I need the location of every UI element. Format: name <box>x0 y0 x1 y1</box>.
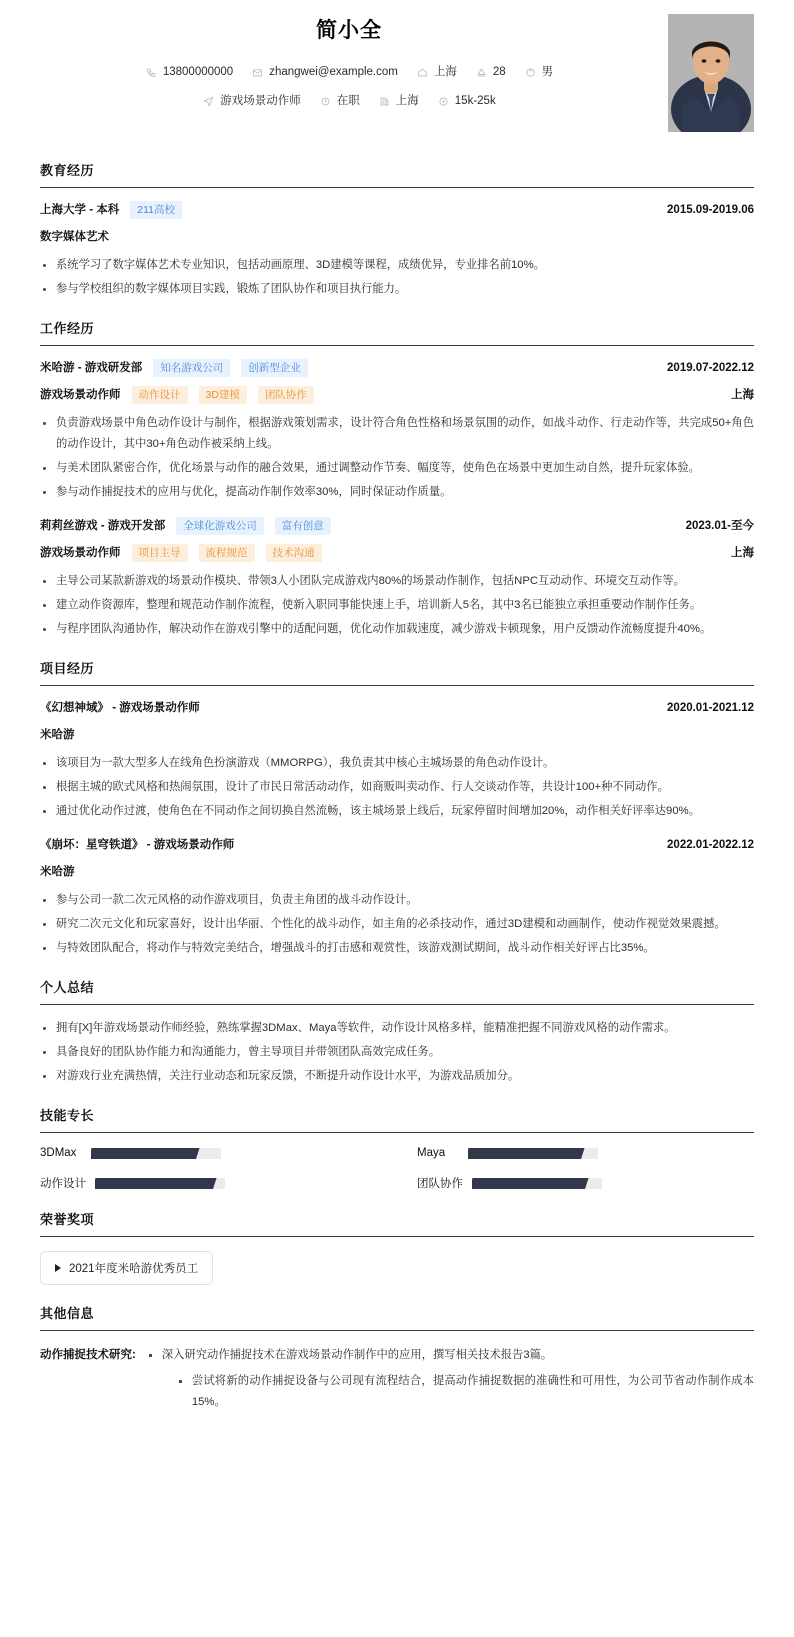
entry-header-left <box>40 699 200 717</box>
bullet-item: 与美术团队紧密合作，优化场景与动作的融合效果，通过调整动作节奏、幅度等，使角色在场景中更加生动自然，提升玩家体验。 <box>40 458 754 479</box>
honor-list <box>40 1237 754 1285</box>
section-work <box>0 320 794 640</box>
project-entries <box>40 686 754 959</box>
contact-item-text: 上海 <box>395 95 419 107</box>
contact-item <box>202 91 301 111</box>
entry-header-row <box>40 517 754 535</box>
bullet-item: 具备良好的团队协作能力和沟通能力，曾主导项目并带领团队高效完成任务。 <box>40 1042 754 1063</box>
resume-header <box>0 0 794 142</box>
education-entries <box>40 188 754 300</box>
work-entry <box>40 517 754 640</box>
tag-badge: 创新型企业 <box>241 359 308 377</box>
skills-grid <box>40 1133 754 1191</box>
entry-header-left <box>40 517 331 535</box>
contact-item <box>475 62 506 82</box>
skill-progress-fill <box>91 1148 199 1159</box>
work-entries <box>40 346 754 640</box>
company-name: 米哈游 - 游戏研发部 <box>40 362 143 374</box>
other-bullet-item: 深入研究动作捕捉技术在游戏场景动作制作中的应用，撰写相关技术报告3篇。 <box>146 1345 754 1366</box>
bullet-item: 建立动作资源库，整理和规范动作制作流程，使新入职同事能快速上手，培训新人5名，其中3名已能独立承担重要动作制作任务。 <box>40 595 754 616</box>
honor-card[interactable] <box>40 1251 213 1285</box>
contact-item <box>145 62 233 82</box>
project-name: 《幻想神域》 - 游戏场景动作师 <box>40 702 200 714</box>
age-icon <box>475 66 488 79</box>
tag-badge: 技术沟通 <box>266 544 322 562</box>
contact-item-text: 在职 <box>336 95 360 107</box>
header-main <box>40 14 658 120</box>
work-location: 上海 <box>731 547 754 559</box>
skill-progress-track <box>95 1178 225 1189</box>
bullet-item: 负责游戏场景中角色动作设计与制作，根据游戏策划需求，设计符合角色性格和场景氛围的动作，如战斗动作、行走动作等，共完成50+角色的动作设计，其中30+角色动作被采纳上线。 <box>40 413 754 455</box>
bullet-list <box>40 753 754 822</box>
work-date: 2019.07-2022.12 <box>667 362 754 374</box>
contact-item <box>437 91 496 111</box>
section-skills <box>0 1107 794 1191</box>
gender-icon <box>524 66 537 79</box>
bullet-item: 根据主城的欧式风格和热闹氛围，设计了市民日常活动动作，如商贩叫卖动作、行人交谈动作等，共设计100+种不同动作。 <box>40 777 754 798</box>
section-title-honors: 荣誉奖项 <box>40 1211 754 1237</box>
other-info-content <box>146 1345 754 1413</box>
skill-progress-fill <box>468 1148 584 1159</box>
contact-item-text: zhangwei@example.com <box>269 66 398 78</box>
bullet-item: 通过优化动作过渡，使角色在不同动作之间切换自然流畅，该主城场景上线后，玩家停留时间增加20%，动作相关好评率达90%。 <box>40 801 754 822</box>
tag-badge: 全球化游戏公司 <box>176 517 264 535</box>
skill-progress-track <box>91 1148 221 1159</box>
bullet-list <box>40 571 754 640</box>
tag-badge: 富有创意 <box>275 517 331 535</box>
contact-item-text: 男 <box>541 66 554 78</box>
bullet-item: 与程序团队沟通协作，解决动作在游戏引擎中的适配问题，优化动作加载速度，减少游戏卡顿现象，用户反馈动作流畅度提升40%。 <box>40 619 754 640</box>
section-summary <box>0 979 794 1087</box>
bullet-item: 该项目为一款大型多人在线角色扮演游戏（MMORPG），我负责其中核心主城场景的角色动作设计。 <box>40 753 754 774</box>
project-date: 2022.01-2022.12 <box>667 839 754 851</box>
contact-item <box>319 91 360 111</box>
skill-label: 3DMax <box>40 1147 77 1159</box>
project-entry <box>40 699 754 822</box>
bullet-item: 研究二次元文化和玩家喜好，设计出华丽、个性化的战斗动作，如主角的必杀技动作，通过3D建模和动画制作，使动作视觉效果震撼。 <box>40 914 754 935</box>
contact-item-text: 28 <box>492 66 506 78</box>
bullet-item: 参与学校组织的数字媒体项目实践，锻炼了团队协作和项目执行能力。 <box>40 279 754 300</box>
tag-badge: 3D建模 <box>199 386 247 404</box>
skill-progress-fill <box>95 1178 216 1189</box>
skill-progress-track <box>472 1178 602 1189</box>
project-company: 米哈游 <box>40 866 75 878</box>
work-date: 2023.01-至今 <box>685 520 754 532</box>
entry-header-row <box>40 544 754 562</box>
summary-body <box>40 1005 754 1087</box>
contact-item-text: 13800000000 <box>162 66 234 78</box>
entry-header-row <box>40 386 754 404</box>
contact-item <box>251 62 398 82</box>
bullet-item: 系统学习了数字媒体艺术专业知识，包括动画原理、3D建模等课程，成绩优异，专业排名前10%。 <box>40 255 754 276</box>
entry-header-row <box>40 836 754 854</box>
bullet-item: 参与公司一款二次元风格的动作游戏项目，负责主角团的战斗动作设计。 <box>40 890 754 911</box>
email-icon <box>251 66 264 79</box>
skill-item <box>417 1147 754 1159</box>
other-bullet-list <box>146 1345 754 1413</box>
skill-label: Maya <box>417 1147 446 1159</box>
contact-row-primary <box>40 62 658 82</box>
education-entry <box>40 201 754 300</box>
school-name: 上海大学 - 本科 <box>40 204 120 216</box>
project-date: 2020.01-2021.12 <box>667 702 754 714</box>
tag-badge: 项目主导 <box>132 544 188 562</box>
section-title-summary: 个人总结 <box>40 979 754 1005</box>
tag-badge: 211高校 <box>130 201 182 219</box>
entry-header-left <box>40 359 308 377</box>
bullet-list <box>40 1018 754 1087</box>
honor-label: 2021年度米哈游优秀员工 <box>69 1263 199 1275</box>
caret-right-icon <box>55 1264 61 1272</box>
contact-item <box>416 62 457 82</box>
bullet-list <box>40 890 754 959</box>
other-body <box>40 1331 754 1413</box>
avatar <box>668 14 754 132</box>
skill-item <box>417 1175 754 1191</box>
skill-label: 动作设计 <box>40 1178 86 1190</box>
avatar-photo-icon <box>668 14 754 132</box>
position-icon <box>202 95 215 108</box>
entry-header-row <box>40 699 754 717</box>
contact-item-text: 上海 <box>433 66 457 78</box>
salary-icon <box>437 95 450 108</box>
city-icon <box>378 95 391 108</box>
project-entry <box>40 836 754 959</box>
job-role: 游戏场景动作师 <box>40 547 121 559</box>
tag-badge: 动作设计 <box>132 386 188 404</box>
tag-badge: 知名游戏公司 <box>153 359 230 377</box>
entry-header-row <box>40 201 754 219</box>
tag-badge: 团队协作 <box>258 386 314 404</box>
company-name: 莉莉丝游戏 - 游戏开发部 <box>40 520 166 532</box>
major-name: 数字媒体艺术 <box>40 231 109 243</box>
skill-progress-track <box>468 1148 598 1159</box>
other-bullet-item: 尝试将新的动作捕捉设备与公司现有流程结合，提高动作捕捉数据的准确性和可用性，为公司节省动作制作成本15%。 <box>146 1371 754 1413</box>
entry-header-left <box>40 836 234 854</box>
education-date: 2015.09-2019.06 <box>667 204 754 216</box>
bullet-item: 与特效团队配合，将动作与特效完美结合，增强战斗的打击感和观赏性，该游戏测试期间，战斗动作相关好评占比35%。 <box>40 938 754 959</box>
entry-header-row <box>40 359 754 377</box>
entry-header-left <box>40 386 314 404</box>
section-title-work: 工作经历 <box>40 320 754 346</box>
other-info-row <box>40 1331 754 1413</box>
section-title-education: 教育经历 <box>40 162 754 188</box>
phone-icon <box>145 66 158 79</box>
contact-row-secondary <box>40 91 658 111</box>
job-role: 游戏场景动作师 <box>40 389 121 401</box>
section-honors <box>0 1211 794 1285</box>
bullet-item: 拥有[X]年游戏场景动作师经验，熟练掌握3DMax、Maya等软件，动作设计风格多样，能精准把握不同游戏风格的动作需求。 <box>40 1018 754 1039</box>
section-title-other: 其他信息 <box>40 1305 754 1331</box>
contact-item-text: 游戏场景动作师 <box>220 95 301 107</box>
skill-item <box>40 1175 377 1191</box>
bullet-item: 主导公司某款新游戏的场景动作模块、带领3人小团队完成游戏内80%的场景动作制作，包括NPC互动动作、环境交互动作等。 <box>40 571 754 592</box>
section-education <box>0 162 794 300</box>
skill-item <box>40 1147 377 1159</box>
section-project <box>0 660 794 959</box>
section-title-skills: 技能专长 <box>40 1107 754 1133</box>
page-title: 简小全 <box>316 19 382 42</box>
home-icon <box>416 66 429 79</box>
contact-item-text: 15k-25k <box>454 95 496 107</box>
contact-item <box>378 91 419 111</box>
tag-badge: 流程规范 <box>199 544 255 562</box>
entry-header-left <box>40 201 182 219</box>
bullet-item: 对游戏行业充满热情，关注行业动态和玩家反馈，不断提升动作设计水平，为游戏品质加分。 <box>40 1066 754 1087</box>
work-location: 上海 <box>731 389 754 401</box>
bullet-item: 参与动作捕捉技术的应用与优化，提高动作制作效率30%，同时保证动作质量。 <box>40 482 754 503</box>
skill-label: 团队协作 <box>417 1178 463 1190</box>
project-name: 《崩坏：星穹铁道》 - 游戏场景动作师 <box>40 839 235 851</box>
skill-progress-fill <box>472 1178 588 1189</box>
bullet-list <box>40 413 754 503</box>
project-company: 米哈游 <box>40 729 75 741</box>
section-title-project: 项目经历 <box>40 660 754 686</box>
entry-header-left <box>40 544 322 562</box>
other-info-label: 动作捕捉技术研究: <box>40 1349 136 1361</box>
status-icon <box>319 95 332 108</box>
bullet-list <box>40 255 754 300</box>
work-entry <box>40 359 754 503</box>
contact-item <box>524 62 554 82</box>
section-other <box>0 1305 794 1413</box>
